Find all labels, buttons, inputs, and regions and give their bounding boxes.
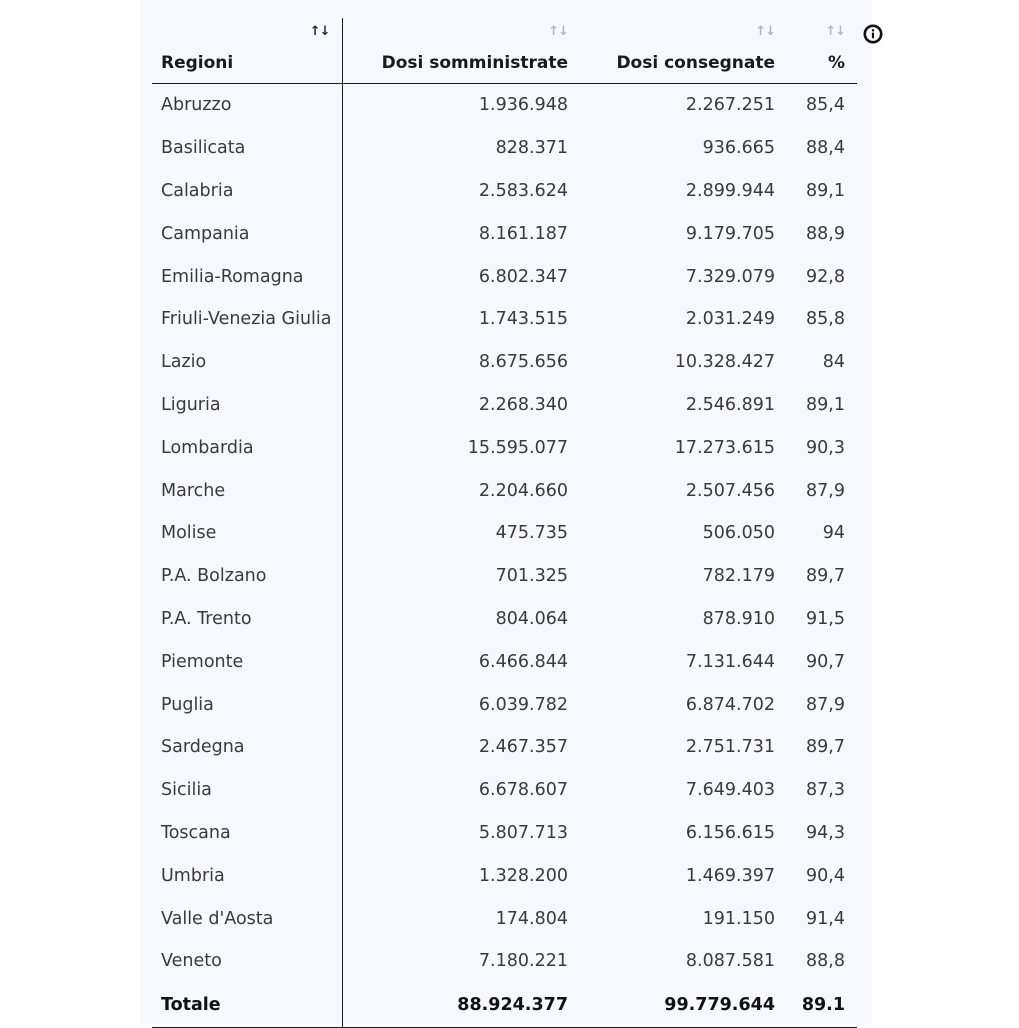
column-header-label: Dosi somministrate (381, 53, 568, 73)
delivered-cell: 10.328.427 (674, 352, 775, 373)
table-row (152, 854, 857, 897)
table-row (152, 127, 857, 170)
delivered-cell: 506.050 (702, 523, 775, 544)
table-row (152, 212, 857, 255)
sort-icon[interactable]: ↑↓ (825, 24, 845, 39)
percent-cell: 87,3 (806, 780, 845, 801)
region-cell: Sardegna (152, 726, 342, 769)
administered-cell: 804.064 (495, 608, 568, 629)
column-header-dosi-somministrate[interactable] (342, 18, 580, 84)
region-cell: P.A. Trento (152, 598, 342, 641)
total-percent: 89.1 (787, 983, 857, 1028)
sort-icon[interactable]: ↑↓ (309, 24, 330, 39)
table-row (152, 897, 857, 940)
percent-cell: 90,3 (806, 437, 845, 458)
table-row (152, 940, 857, 983)
administered-cell: 701.325 (495, 566, 568, 587)
administered-cell: 174.804 (495, 908, 568, 929)
region-cell: Lombardia (152, 426, 342, 469)
region-cell: Puglia (152, 683, 342, 726)
percent-cell: 89,1 (806, 394, 845, 415)
column-header-label: Regioni (161, 53, 234, 73)
region-cell: Umbria (152, 854, 342, 897)
column-header-label: Dosi consegnate (616, 53, 775, 73)
delivered-cell: 2.267.251 (685, 95, 775, 116)
table-row (152, 640, 857, 683)
region-cell: Veneto (152, 940, 342, 983)
table-row (152, 769, 857, 812)
region-cell: Sicilia (152, 769, 342, 812)
delivered-cell: 878.910 (702, 608, 775, 629)
region-cell: Molise (152, 512, 342, 555)
administered-cell: 1.743.515 (478, 309, 568, 330)
administered-cell: 1.936.948 (478, 95, 568, 116)
table-header-row (152, 18, 857, 84)
percent-cell: 88,9 (806, 223, 845, 244)
total-label: Totale (152, 983, 342, 1028)
percent-cell: 85,8 (806, 309, 845, 330)
percent-cell: 91,5 (806, 608, 845, 629)
delivered-cell: 2.031.249 (685, 309, 775, 330)
administered-cell: 8.161.187 (478, 223, 568, 244)
delivered-cell: 2.751.731 (685, 737, 775, 758)
delivered-cell: 6.874.702 (685, 694, 775, 715)
percent-cell: 91,4 (806, 908, 845, 929)
column-header-dosi-consegnate[interactable] (580, 18, 787, 84)
region-cell: P.A. Bolzano (152, 555, 342, 598)
percent-cell: 90,4 (806, 865, 845, 886)
percent-cell: 87,9 (806, 480, 845, 501)
table-row (152, 512, 857, 555)
sort-icon[interactable]: ↑↓ (548, 24, 568, 39)
region-cell: Basilicata (152, 127, 342, 170)
region-cell: Emilia-Romagna (152, 255, 342, 298)
administered-cell: 2.583.624 (478, 180, 568, 201)
delivered-cell: 782.179 (702, 566, 775, 587)
table-total-row (152, 983, 857, 1028)
percent-cell: 89,1 (806, 180, 845, 201)
region-cell: Marche (152, 469, 342, 512)
delivered-cell: 8.087.581 (685, 951, 775, 972)
delivered-cell: 936.665 (702, 138, 775, 159)
region-cell: Friuli-Venezia Giulia (152, 298, 342, 341)
delivered-cell: 1.469.397 (685, 865, 775, 886)
percent-cell: 87,9 (806, 694, 845, 715)
region-cell: Lazio (152, 341, 342, 384)
percent-cell: 90,7 (806, 651, 845, 672)
table-row (152, 170, 857, 213)
administered-cell: 6.802.347 (478, 266, 568, 287)
percent-cell: 84 (822, 352, 845, 373)
administered-cell: 6.039.782 (478, 694, 568, 715)
region-cell: Liguria (152, 384, 342, 427)
region-cell: Campania (152, 212, 342, 255)
table-row (152, 255, 857, 298)
table-row (152, 726, 857, 769)
delivered-cell: 2.899.944 (685, 180, 775, 201)
delivered-cell: 17.273.615 (674, 437, 775, 458)
region-cell: Abruzzo (152, 84, 342, 127)
delivered-cell: 191.150 (702, 908, 775, 929)
table-row (152, 84, 857, 127)
administered-cell: 8.675.656 (478, 352, 568, 373)
column-header-label: % (827, 53, 845, 73)
total-administered: 88.924.377 (342, 983, 580, 1028)
sort-icon[interactable]: ↑↓ (755, 24, 775, 39)
delivered-cell: 7.329.079 (685, 266, 775, 287)
table-row (152, 469, 857, 512)
table-row (152, 683, 857, 726)
administered-cell: 7.180.221 (478, 951, 568, 972)
region-cell: Piemonte (152, 640, 342, 683)
percent-cell: 88,8 (806, 951, 845, 972)
administered-cell: 475.735 (495, 523, 568, 544)
administered-cell: 15.595.077 (467, 437, 568, 458)
column-header-percent[interactable] (787, 18, 857, 84)
delivered-cell: 2.507.456 (685, 480, 775, 501)
region-cell: Calabria (152, 170, 342, 213)
percent-cell: 94 (822, 523, 845, 544)
percent-cell: 94,3 (806, 822, 845, 843)
table-row (152, 812, 857, 855)
table-row (152, 384, 857, 427)
administered-cell: 2.268.340 (478, 394, 568, 415)
percent-cell: 88,4 (806, 138, 845, 159)
delivered-cell: 6.156.615 (685, 822, 775, 843)
administered-cell: 6.466.844 (478, 651, 568, 672)
percent-cell: 89,7 (806, 566, 845, 587)
column-header-regioni[interactable] (152, 18, 342, 84)
administered-cell: 2.467.357 (478, 737, 568, 758)
vaccine-doses-table (152, 18, 857, 1028)
percent-cell: 89,7 (806, 737, 845, 758)
total-delivered: 99.779.644 (580, 983, 787, 1028)
info-icon[interactable] (863, 24, 883, 44)
table-row (152, 555, 857, 598)
table-row (152, 341, 857, 384)
delivered-cell: 7.131.644 (685, 651, 775, 672)
percent-cell: 85,4 (806, 95, 845, 116)
administered-cell: 5.807.713 (478, 822, 568, 843)
administered-cell: 6.678.607 (478, 780, 568, 801)
table-row (152, 426, 857, 469)
administered-cell: 1.328.200 (478, 865, 568, 886)
delivered-cell: 2.546.891 (685, 394, 775, 415)
administered-cell: 2.204.660 (478, 480, 568, 501)
percent-cell: 92,8 (806, 266, 845, 287)
region-cell: Toscana (152, 812, 342, 855)
delivered-cell: 7.649.403 (685, 780, 775, 801)
region-cell: Valle d'Aosta (152, 897, 342, 940)
administered-cell: 828.371 (495, 138, 568, 159)
table-row (152, 298, 857, 341)
table-row (152, 598, 857, 641)
delivered-cell: 9.179.705 (685, 223, 775, 244)
